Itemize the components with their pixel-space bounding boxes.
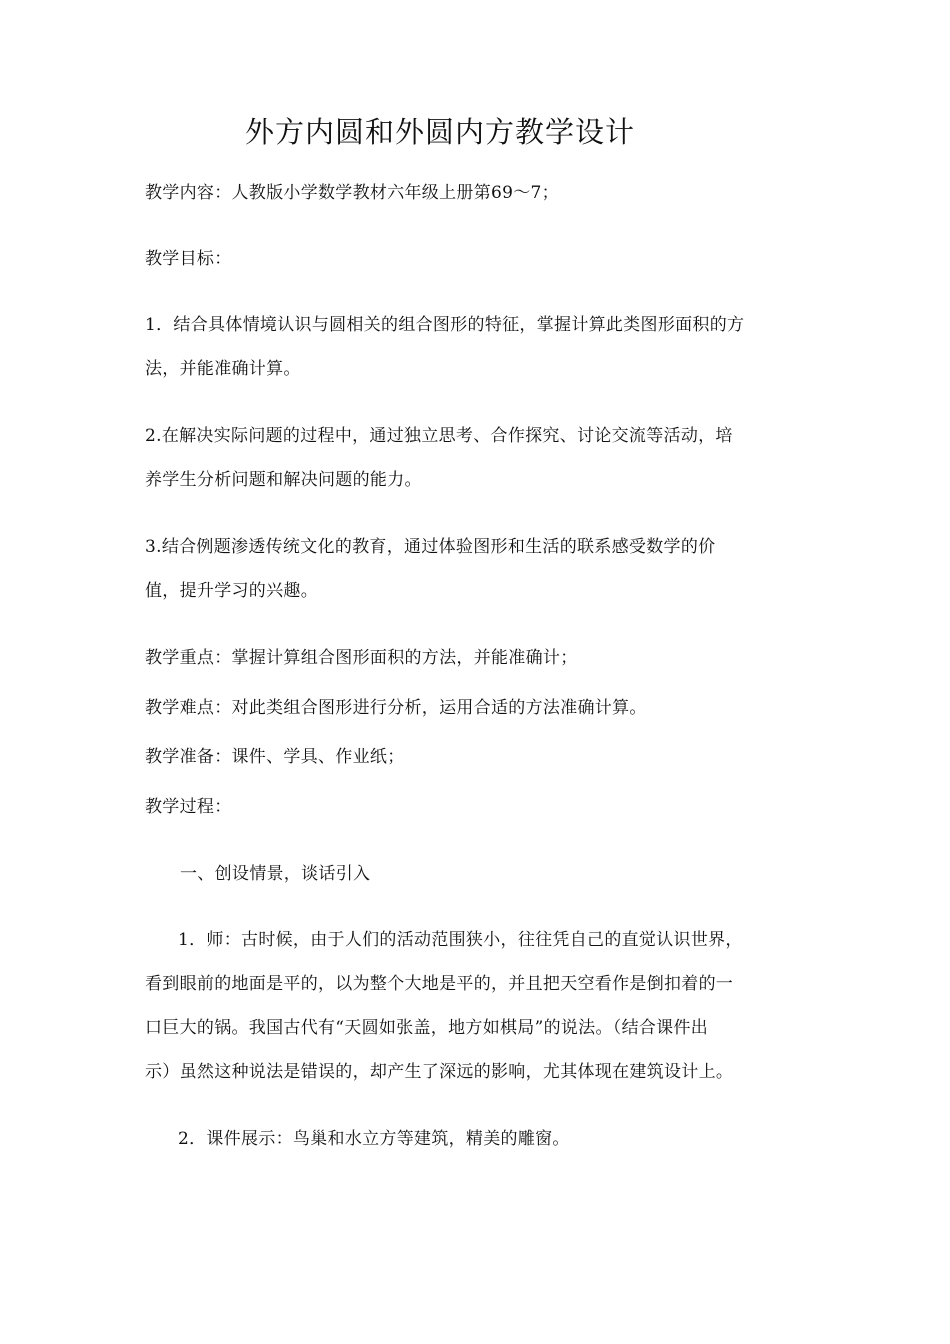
- section-1-heading: 一、创设情景，谈话引入: [180, 864, 371, 884]
- paragraph-2: 2．课件展示：鸟巢和水立方等建筑，精美的雕窗。: [178, 1129, 570, 1149]
- document-title: 外方内圆和外圆内方教学设计: [245, 115, 636, 149]
- objective-2-line-2: 养学生分析问题和解决问题的能力。: [145, 470, 422, 490]
- process-heading: 教学过程：: [145, 797, 232, 817]
- objectives-heading: 教学目标：: [145, 249, 232, 269]
- teaching-content: 教学内容：人教版小学数学教材六年级上册第69～7；: [145, 183, 559, 203]
- key-point: 教学重点：掌握计算组合图形面积的方法，并能准确计；: [145, 648, 578, 668]
- paragraph-1-line-1: 1．师：古时候，由于人们的活动范围狭小，往往凭自己的直觉认识世界，: [178, 930, 743, 950]
- objective-1-line-1: 1．结合具体情境认识与圆相关的组合图形的特征，掌握计算此类图形面积的方: [145, 315, 745, 335]
- objective-1-line-2: 法，并能准确计算。: [145, 359, 301, 379]
- paragraph-1-line-4: 示）虽然这种说法是错误的，却产生了深远的影响，尤其体现在建筑设计上。: [145, 1062, 734, 1082]
- objective-3-line-2: 值，提升学习的兴趣。: [145, 581, 318, 601]
- preparation: 教学准备：课件、学具、作业纸；: [145, 747, 405, 767]
- difficulty: 教学难点：对此类组合图形进行分析，运用合适的方法准确计算。: [145, 698, 647, 718]
- objective-2-line-1: 2.在解决实际问题的过程中，通过独立思考、合作探究、讨论交流等活动，培: [145, 426, 733, 446]
- paragraph-1-line-3: 口巨大的锅。我国古代有“天圆如张盖，地方如棋局”的说法。（结合课件出: [145, 1018, 709, 1038]
- objective-3-line-1: 3.结合例题渗透传统文化的教育，通过体验图形和生活的联系感受数学的价: [145, 537, 716, 557]
- paragraph-1-line-2: 看到眼前的地面是平的，以为整个大地是平的，并且把天空看作是倒扣着的一: [145, 974, 734, 994]
